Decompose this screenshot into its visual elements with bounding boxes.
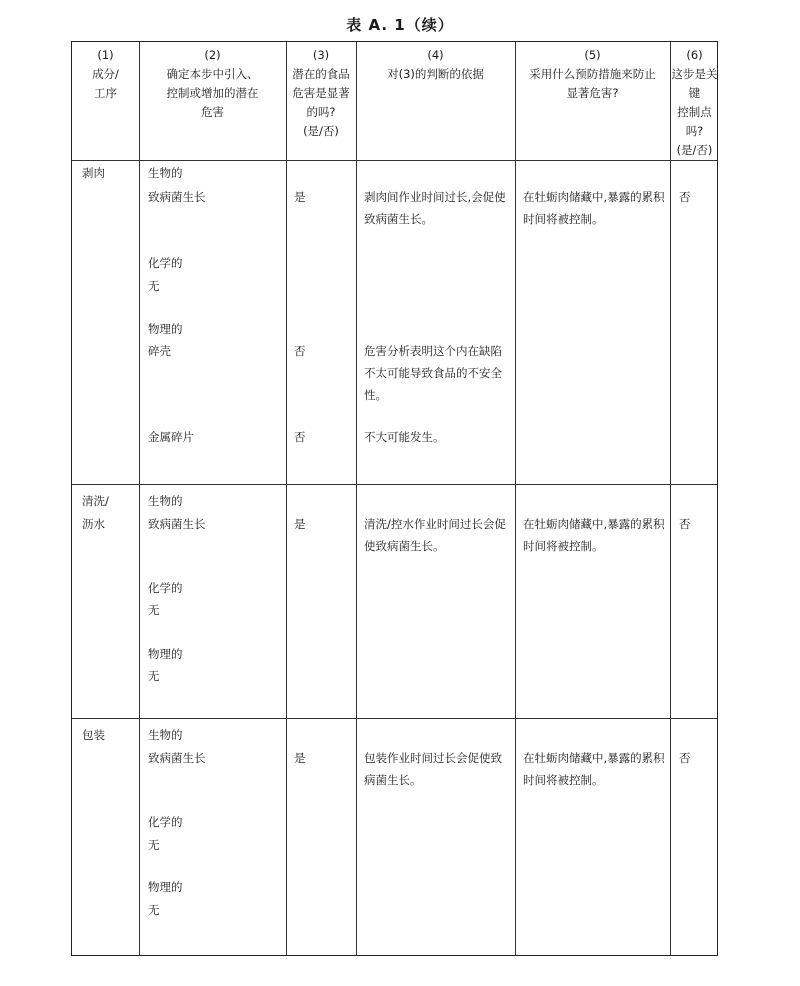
ccp-value: 否 <box>679 751 691 765</box>
hazard-category: 生物的 <box>148 728 183 742</box>
significance-value: 是 <box>294 190 306 204</box>
hazard-item: 致病菌生长 <box>148 190 206 204</box>
hazard-item: 金属碎片 <box>148 430 194 444</box>
column-divider <box>286 42 287 955</box>
hazard-item: 致病菌生长 <box>148 517 206 531</box>
hazard-item: 碎壳 <box>148 344 171 358</box>
justification-text: 包装作业时间过长会促使致病菌生长。 <box>364 751 502 787</box>
step-name: 沥水 <box>82 517 105 531</box>
hazard-category: 化学的 <box>148 815 183 829</box>
justification-text: 不大可能发生。 <box>364 430 445 444</box>
row-divider <box>72 718 717 719</box>
hazard-category: 物理的 <box>148 880 183 894</box>
hazard-item: 无 <box>148 279 160 293</box>
header-col-5: (5) 采用什么预防措施来防止 显著危害? <box>529 48 656 100</box>
hazard-item: 致病菌生长 <box>148 751 206 765</box>
column-divider <box>356 42 357 955</box>
column-divider <box>670 42 671 955</box>
step-name: 剥肉 <box>82 166 105 180</box>
column-divider <box>515 42 516 955</box>
significance-value: 否 <box>294 430 306 444</box>
step-name: 包装 <box>82 728 105 742</box>
justification-text: 危害分析表明这个内在缺陷不太可能导致食品的不安全性。 <box>364 344 502 402</box>
row-divider <box>72 484 717 485</box>
preventive-measure-text: 在牡蛎肉储藏中,暴露的累积时间将被控制。 <box>523 517 665 553</box>
hazard-category: 物理的 <box>148 322 183 336</box>
hazard-item: 无 <box>148 603 160 617</box>
significance-value: 是 <box>294 751 306 765</box>
ccp-value: 否 <box>679 517 691 531</box>
justification-text: 清洗/控水作业时间过长会促使致病菌生长。 <box>364 517 506 553</box>
hazard-category: 物理的 <box>148 647 183 661</box>
hazard-category: 生物的 <box>148 494 183 508</box>
header-col-6: (6) 这步是关键 控制点吗? (是/否) <box>671 48 718 157</box>
header-col-2: (2) 确定本步中引入、 控制或增加的潜在 危害 <box>166 48 259 119</box>
step-name: 清洗/ <box>82 494 109 508</box>
significance-value: 是 <box>294 517 306 531</box>
preventive-measure-text: 在牡蛎肉储藏中,暴露的累积时间将被控制。 <box>523 751 665 787</box>
hazard-category: 生物的 <box>148 166 183 180</box>
header-col-1: (1) 成分/ 工序 <box>92 48 119 100</box>
hazard-item: 无 <box>148 669 160 683</box>
header-col-3: (3) 潜在的食品 危害是显著 的吗? (是/否) <box>292 48 350 138</box>
table-caption: 表 A. 1（续） <box>346 16 454 34</box>
header-col-4: (4) 对(3)的判断的依据 <box>387 48 484 81</box>
row-divider <box>72 160 717 161</box>
hazard-analysis-table <box>71 41 718 956</box>
hazard-category: 化学的 <box>148 581 183 595</box>
hazard-item: 无 <box>148 903 160 917</box>
hazard-item: 无 <box>148 838 160 852</box>
significance-value: 否 <box>294 344 306 358</box>
ccp-value: 否 <box>679 190 691 204</box>
justification-text: 剥肉间作业时间过长,会促使致病菌生长。 <box>364 190 506 226</box>
hazard-category: 化学的 <box>148 256 183 270</box>
preventive-measure-text: 在牡蛎肉储藏中,暴露的累积时间将被控制。 <box>523 190 665 226</box>
column-divider <box>139 42 140 955</box>
